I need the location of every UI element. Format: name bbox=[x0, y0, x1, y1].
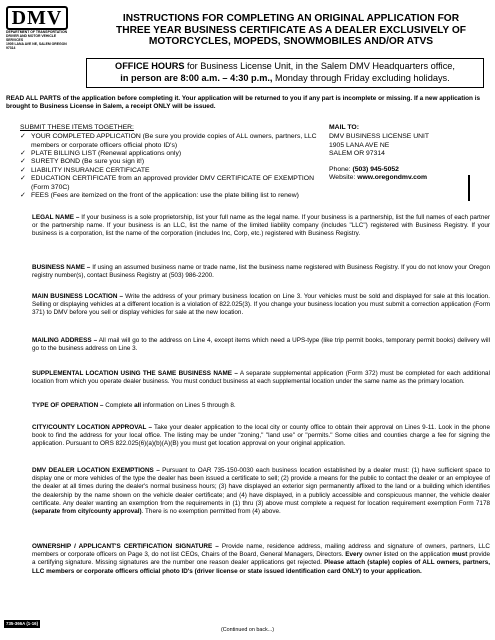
business-name-label: BUSINESS NAME – bbox=[32, 264, 91, 271]
type-of-operation-label: TYPE OF OPERATION – bbox=[32, 402, 104, 409]
mailing-address-section bbox=[32, 337, 490, 353]
read-all-notice: READ ALL PARTS of the application before completing it. Your application will be returned to you if any part is incomplete or missing. If a new application is brought to Business License in Salem, a receipt ONLY will be issued. bbox=[6, 95, 481, 111]
dmv-logo-box bbox=[6, 6, 68, 30]
dmv-logo-subtitle bbox=[6, 31, 70, 51]
main-location-text: Write the address of your primary business location on Line 3. Your vehicles must be sold and displayed for sale at this location. Selling or displaying vehicles at a different location is a violation of 822.025(3). If you change your business location you must submit a correction application (Form 371) to DMV before you sell or display vehicles for sale at the new location. bbox=[32, 293, 490, 317]
city-county-text: Take your dealer application to the local city or county office to obtain their approval on Lines 9-11. Look in the phone book to find the address for your local office. The listing may be under "zoning," "land use" or "permits." Some cities and counties charge a fee for signing the application. Pursuant to ORS 822.025(6)(a)(b)(A)(B) you must get location approval on your original application. bbox=[32, 424, 490, 448]
mailing-address-text: All mail will go to the address on Line 4, except items which need a UPS-type (like trip permit books, temporary permit books) delivery will go to the business address on Line 3. bbox=[32, 337, 490, 353]
website-label: Website: bbox=[329, 174, 358, 182]
phone-line bbox=[329, 166, 489, 174]
mail-address-line-3: SALEM OR 97314 bbox=[329, 149, 385, 157]
dmv-logo-sub1: DEPARTMENT OF TRANSPORTATION bbox=[6, 30, 68, 34]
main-location-section bbox=[32, 293, 490, 318]
website-line bbox=[329, 174, 489, 182]
city-county-section bbox=[32, 424, 490, 449]
business-name-section bbox=[32, 264, 490, 280]
dmv-logo-sub2: DRIVER AND MOTOR VEHICLE SERVICES bbox=[6, 33, 57, 42]
title-line-3: MOTORCYCLES, MOPEDS, SNOWMOBILES AND/OR ATVS bbox=[148, 36, 434, 48]
ownership-photo-id-notice: Please attach (staple) copies of ALL owners, partners, LLC members or corporate officers official photo ID's (driver license or state issued identification card ONLY) to your application. bbox=[32, 559, 490, 575]
dmv-logo-sub3: 1905 LANA AVE NE, SALEM OREGON 97314 bbox=[6, 41, 67, 50]
main-location-label: MAIN BUSINESS LOCATION – bbox=[32, 293, 124, 300]
check-icon: ✓ bbox=[20, 149, 26, 157]
ownership-text: Provide name, residence address, mailing address and signature of owners, partners, LLC members or corporate officers on Page 3, do not list CEOs, Chairs of the Board, General Managers, Directors. bbox=[32, 543, 490, 559]
legal-name-text: If your business is a sole proprietorship, list your full name as the legal name. If your business is a partnership, list the full names of each partner or the partnership name. If your business is an LLC, list the name of the limited liability company (includes "LLC") registered with Business Registry. If your business is a corporation, list the name of the corporation (includes Inc, Corp, etc.) registered with Business Registry. bbox=[32, 214, 490, 238]
list-item-text: YOUR COMPLETED APPLICATION (Be sure you provide copies of ALL owners, partners, LLC members or corporate officers official photo ID's) bbox=[31, 133, 317, 149]
continued-note bbox=[0, 627, 495, 634]
check-icon: ✓ bbox=[20, 175, 26, 183]
office-hours-label: OFFICE HOURS bbox=[115, 61, 185, 71]
mail-address-line-1: DMV BUSINESS LICENSE UNIT bbox=[329, 133, 430, 141]
list-item bbox=[20, 192, 320, 201]
submit-items-section bbox=[20, 124, 320, 201]
list-item bbox=[20, 133, 320, 150]
list-item-text: PLATE BILLING LIST (Renewal applications only) bbox=[31, 149, 182, 157]
list-item bbox=[20, 175, 320, 192]
phone-label: Phone: bbox=[329, 166, 353, 174]
mail-address-line-2: 1905 LANA AVE NE bbox=[329, 141, 390, 149]
dmv-logo-text: DMV bbox=[11, 7, 63, 29]
list-item-text: EDUCATION CERTIFICATE from an approved provider DMV CERTIFICATE OF EXEMPTION (Form 370C) bbox=[31, 175, 315, 191]
type-of-operation-text-a: Complete bbox=[103, 402, 135, 409]
exemptions-separate: (separate from city/county approval) bbox=[32, 508, 142, 516]
header bbox=[6, 6, 490, 58]
ownership-label: OWNERSHIP / APPLICANT'S CERTIFICATION SIGNATURE – bbox=[32, 543, 219, 550]
continued-text: (Continued on back...) bbox=[220, 627, 275, 633]
phone-number: (503) 945-5052 bbox=[352, 166, 399, 174]
website-link[interactable]: www.oregondmv.com bbox=[357, 174, 428, 182]
check-icon: ✓ bbox=[20, 133, 26, 141]
supplemental-label: SUPPLEMENTAL LOCATION USING THE SAME BUSINESS NAME – bbox=[32, 370, 238, 377]
type-of-operation-section bbox=[32, 402, 490, 410]
city-county-label: CITY/COUNTY LOCATION APPROVAL – bbox=[32, 424, 152, 431]
title-line-1: INSTRUCTIONS FOR COMPLETING AN ORIGINAL APPLICATION FOR bbox=[122, 13, 460, 24]
office-hours-times: in person are 8:00 a.m. – 4:30 p.m., bbox=[120, 72, 273, 83]
exemptions-text: Pursuant to OAR 735-150-0030 each business location established by a dealer must: (1) have sufficient space to display one or more vehicles of the type the dealer has been issued a certificate to sell; (2) provide a means for the public to contact the dealer or an employee of the dealer at all times during the dealer's normal business hours; (3) have displayed an exterior sign permanently affixed to the land or a building which identifies the dealership by the name shown on the vehicle dealer certificate; and (4) have displayed, in a publicly accessible and conspicuous manner, the vehicle dealer certificate. Any dealer wanting an exemption from the requirements in (1) thru (3) above must complete a request for location requirement exemption Form 7178 bbox=[32, 467, 490, 507]
ownership-section bbox=[32, 543, 490, 576]
office-hours-line1: for Business License Unit, in the Salem DMV Headquarters office, bbox=[184, 61, 455, 71]
check-icon: ✓ bbox=[20, 166, 26, 174]
legal-name-label: LEGAL NAME – bbox=[32, 214, 80, 221]
ownership-text3: provide a certifying signature. Missing signatures are the number one reason dealer applications get rejected. bbox=[32, 551, 490, 567]
mail-to-section bbox=[329, 124, 489, 183]
check-icon: ✓ bbox=[20, 158, 26, 166]
title-line-2: THREE YEAR BUSINESS CERTIFICATE AS A DEALER EXCLUSIVELY OF bbox=[115, 24, 466, 36]
business-name-text: If using an assumed business name or trade name, list the business name registered with Business Registry. If you do not know your Oregon registry number(s), contact Business Registry at (503) 986-2200. bbox=[32, 264, 490, 280]
form-number: 735-366A (1-16) bbox=[6, 621, 39, 626]
exemptions-text-end: . There is no exemption permitted from (4) above. bbox=[141, 508, 281, 516]
list-item bbox=[20, 150, 320, 159]
supplemental-section bbox=[32, 370, 490, 386]
ownership-every: Every bbox=[345, 551, 363, 559]
exemptions-label: DMV DEALER LOCATION EXEMPTIONS – bbox=[32, 467, 160, 474]
dmv-logo bbox=[6, 6, 70, 51]
type-of-operation-text-b: information on Lines 5 through 8. bbox=[141, 402, 236, 409]
submit-items-heading: SUBMIT THESE ITEMS TOGETHER: bbox=[20, 124, 134, 131]
ownership-text2: owner listed on the application bbox=[362, 551, 453, 559]
office-hours-box bbox=[86, 58, 484, 88]
list-item-text: FEES (Fees are itemized on the front of the application: use the plate billing list to renew) bbox=[31, 192, 299, 199]
supplemental-text: A separate supplemental application (Form 372) must be completed for each additional location from which you operate dealer business. You must conduct business at each supplemental location under the same name as the primary location. bbox=[32, 370, 490, 386]
list-item-text: SURETY BOND (Be sure you sign it!) bbox=[31, 158, 145, 166]
legal-name-section bbox=[32, 214, 490, 239]
mailing-address-label: MAILING ADDRESS – bbox=[32, 337, 98, 344]
office-hours-line2: Monday through Friday excluding holidays. bbox=[272, 72, 450, 83]
margin-bar bbox=[468, 175, 470, 201]
ownership-must: must bbox=[452, 551, 468, 559]
list-item bbox=[20, 167, 320, 176]
list-item-text: LIABILITY INSURANCE CERTIFICATE bbox=[31, 166, 150, 174]
page-title bbox=[92, 13, 490, 48]
mail-to-heading: MAIL TO: bbox=[329, 124, 359, 131]
exemptions-section bbox=[32, 467, 490, 516]
check-icon: ✓ bbox=[20, 192, 26, 199]
type-of-operation-all: all bbox=[134, 402, 142, 409]
list-item bbox=[20, 158, 320, 167]
